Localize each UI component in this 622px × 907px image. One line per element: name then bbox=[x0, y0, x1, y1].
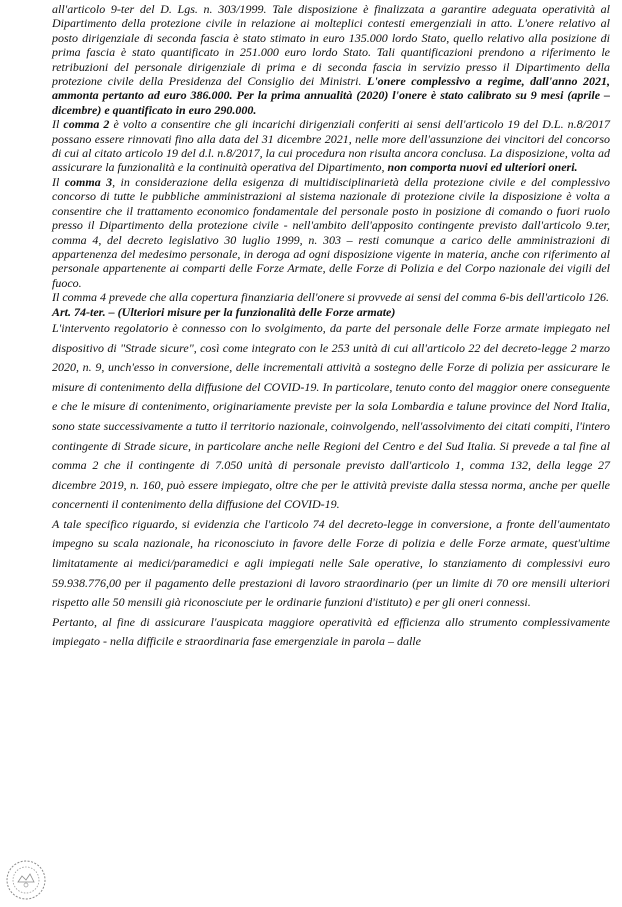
paragraph: L'intervento regolatorio è connesso con lo svolgimento, da parte del personale delle Forze armate impiegato nel dispositivo di "Strade sicure", così come integrato con le 253 unità di cui all'articolo 22 del decreto-legge 2 marzo 2020, n. 9, unch'esso in conversione, delle incrementali attività a sostegno delle Forze di polizia per assicurare le misure di contenimento della diffusione del COVID-19. In particolare, tenuto conto del maggior onere conseguente e che le misure di contenimento, originariamente previste per la sola Lombardia e talune province del Nord Italia, sono state successivamente a tutto il territorio nazionale, coinvolgendo, nell'assolvimento dei citati compiti, l'intero contingente di Strade sicure, in particolare anche nelle Regioni del Centro e del Sud Italia. Si prevede a tal fine al comma 2 che il contingente di 7.050 unità di personale previsto dall'articolo 1, comma 132, della legge 27 dicembre 2019, n. 160, può essere impiegato, oltre che per le attività previste dalla stessa norma, anche per quelle concernenti il contenimento della diffusione del COVID-19. bbox=[52, 320, 610, 512]
bold-text: L'onere complessivo a regime, dall'anno 2021, ammonta pertanto ad euro 386.000. Per la prima annualità (2020) l'onere è stato calibrato su 9 mesi (aprile – dicembre) e quantificato in euro 290.000. bbox=[52, 74, 610, 117]
paragraph: Il comma 3, in considerazione della esigenza di multidisciplinarietà della protezione civile e del complessivo concorso di tutte le pubbliche amministrazioni al sistema nazionale di protezione civile la disposizione è volta a consentire che il trattamento economico fondamentale del personale posto in posizione di comando o fuori ruolo presso il Dipartimento della protezione civile - nell'ambito dell'apposito contingente previsto dall'articolo 9.ter, comma 4, del decreto legislativo 30 luglio 1999, n. 303 – resti comunque a carico delle amministrazioni di appartenenza del medesimo personale, in deroga ad ogni disposizione vigente in materia, anche con riferimento al personale appartenente ai comparti delle Forze Armate, delle Forze di Polizia e del Corpo nazionale dei vigili del fuoco. bbox=[52, 174, 610, 290]
document-page bbox=[52, 2, 610, 652]
bold-text: comma 2 bbox=[63, 117, 110, 132]
paragraph: A tale specifico riguardo, si evidenzia che l'articolo 74 del decreto-legge in conversione, a fronte dell'aumentato impegno su scala nazionale, ha riconosciuto in favore delle Forze di polizia e delle Forze armate, quest'ultime limitatamente ai medici/paramedici e agli impiegati nelle Sale operative, lo stanziamento di complessivi euro 59.938.776,00 per il pagamento delle prestazioni di lavoro straordinario (per un limite di 70 ore mensili ulteriori rispetto alle 50 mensili già riconosciute per le ordinarie funzioni d'istituto) e per gli oneri connessi. bbox=[52, 516, 610, 610]
paragraph: Il comma 4 prevede che alla copertura finanziaria dell'onere si provvede ai sensi del comma 6-bis dell'articolo 126. bbox=[52, 290, 610, 305]
bold-text: comma 3 bbox=[64, 174, 113, 189]
paragraph: Il comma 2 è volto a consentire che gli incarichi dirigenziali conferiti ai sensi dell'articolo 19 del D.L. n.8/2017 possano essere rinnovati fino alla data del 31 dicembre 2021, nelle more dell'assunzione dei vincitori del concorso di cui al citato articolo 19 del d.l. n.8/2017, la cui procedura non risulta ancora conclusa. La disposizione, volta ad assicurare la funzionalità e la continuità operativa del Dipartimento, non comporta nuovi ed ulteriori oneri. bbox=[52, 117, 610, 175]
paragraph: all'articolo 9-ter del D. Lgs. n. 303/1999. Tale disposizione è finalizzata a garantire adeguata operatività al Dipartimento della protezione civile in relazione ai molteplici contesti emergenziali in atto. L'onere relativo al posto dirigenziale di seconda fascia è stato stimato in euro 135.000 lordo Stato, quello relativo alla posizione di prima fascia è stato quantificato in 251.000 euro lordo Stato. Tali quantificazioni prendono a riferimento le retribuzioni del personale dirigenziale di prima e di seconda fascia in servizio presso il Dipartimento della protezione civile della Presidenza del Consiglio dei Ministri. L'onere complessivo a regime, dall'anno 2021, ammonta pertanto ad euro 386.000. Per la prima annualità (2020) l'onere è stato calibrato su 9 mesi (aprile – dicembre) e quantificato in euro 290.000. bbox=[52, 2, 610, 117]
bold-text: non comporta nuovi ed ulteriori oneri. bbox=[387, 160, 578, 175]
paragraph: Pertanto, al fine di assicurare l'auspicata maggiore operatività ed efficienza allo strumento complessivamente impiegato - nella difficile e straordinaria fase emergenziale in parola – dalle bbox=[52, 614, 610, 649]
article-heading: Art. 74-ter. – (Ulteriori misure per la funzionalità delle Forze armate) bbox=[52, 304, 396, 319]
seal-icon bbox=[4, 858, 48, 902]
